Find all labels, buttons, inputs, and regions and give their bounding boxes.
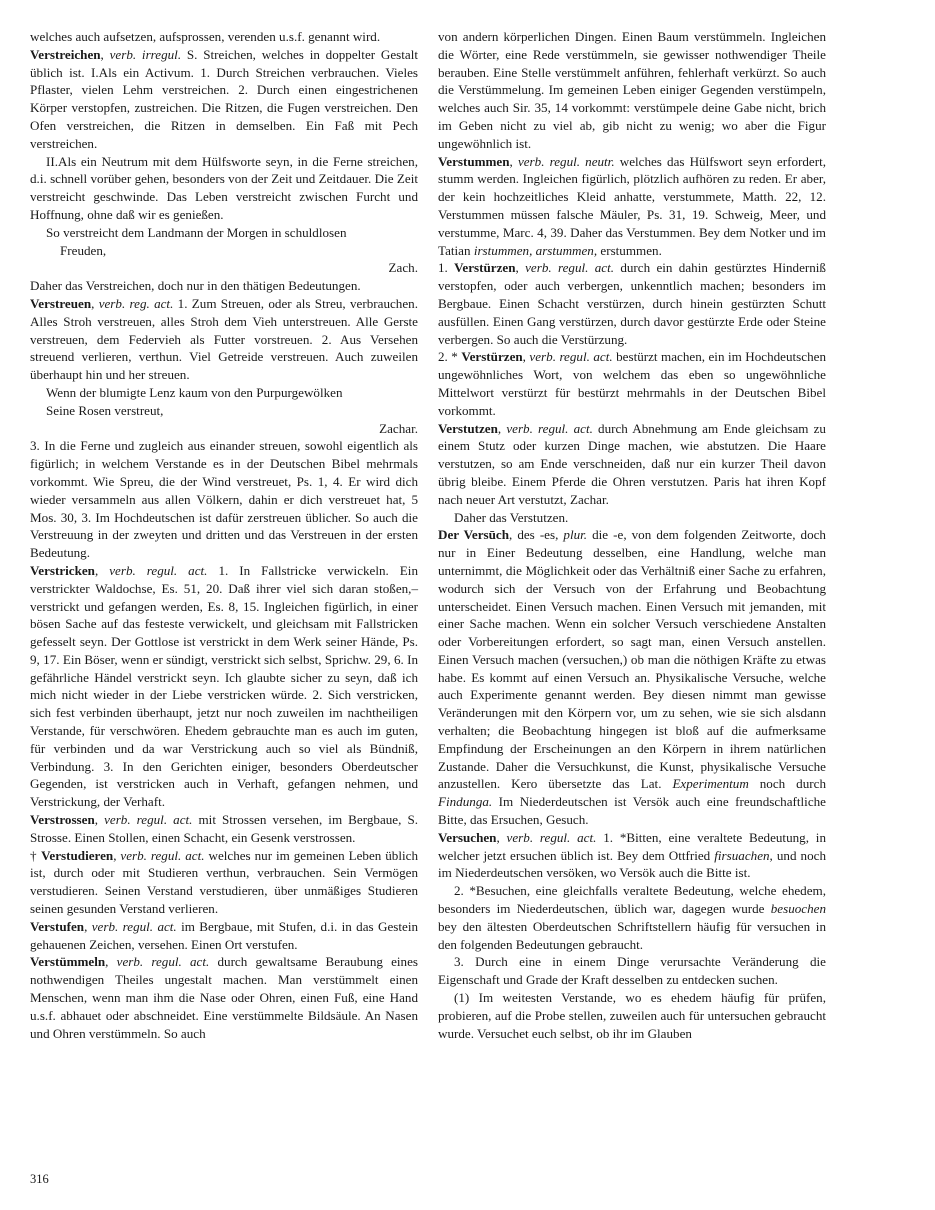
entry-text: 2. *Besuchen, eine gleichfalls veraltete Bedeutung, welche ehedem, besonders im Niederdeutschen, üblich war, dagegen wurde — [438, 883, 826, 917]
italic-form: firsuachen, — [714, 847, 773, 863]
left-column — [30, 28, 418, 1042]
entry-text: Wenn der blumigte Lenz kaum von den Purpurgewölken — [46, 384, 343, 400]
part-of-speech: verb. regul. act. — [120, 847, 205, 863]
entry-mark: 1. — [438, 260, 455, 276]
entry-paragraph — [30, 28, 418, 46]
entry-text: noch durch — [748, 776, 826, 792]
dictionary-entry: Verstrossen, verb. regul. act. mit Strossen versehen, im Bergbaue, S. Strosse. Einen Stollen, einen Schacht, ein Gesenk verstrossen. — [30, 812, 418, 845]
dictionary-entry: Verstummen, verb. regul. neutr. welches das Hülfswort seyn erfordert, stumm werden. Ingleichen figürlich, plötzlich aufhören zu reden. Er aber, der kein hochzeitliches Kleid anhatte, verstummete, Matth. 22, 12. Verstummen müssen falsche Mäuler, Ps. 31, 19. Schweig, Meer, und verstumme, Marc. 4, 39. Daher das Verstummen. Bey dem Notker und im Tatian irstummen, arstummen, erstummen. — [438, 153, 827, 258]
headword: Verstufen — [30, 918, 85, 934]
italic-form: Experimentum — [672, 776, 749, 792]
entry-text: von andern körperlichen Dingen. Einen Baum verstümmeln. Ingleichen die Wörter, eine Rede verstümmeln, sie gewisser nothwendiger Theile berauben. Eine Stelle verstümmelt anführen, fehlerhaft verkürzt. So auch die Verstümmelung. Im gemeinen Leben einiger Gegenden verstümpeln, welches auch Sir. 35, 14 vorkommt: verstümpele deine Gabe nicht, brich im Geben nicht zu viel ab, gib nicht zu wenig; wo aber die Figur ungewöhnlich ist. — [438, 29, 826, 151]
dictionary-entry: Verstutzen, verb. regul. act. durch Abnehmung am Ende gleichsam zu einem Stutz oder kurzen Dinge machen, wie abstutzen. Die Haare verstutzen, so am Ende verschneiden, daß nur ein kurzer Theil davon übrig bleibe. Einem Pferde die Ohren verstutzen. Paris hat ihren Kopf nach neuer Art verstutzt, Zachar. — [438, 420, 826, 507]
entry-paragraph — [60, 242, 418, 260]
dictionary-entry: Verstreuen, verb. reg. act. 1. Zum Streuen, oder als Streu, verbrauchen. Alles Stroh verstreuen, alles Stroh dem Vieh unterstreuen. Alle Gerste verstreuen, dem Federvieh als Futter vorstreuen. 2. Aus Versehen streuend verlieren, verthun. Viel Getreide verstreuen. Auch zuweilen überhaupt hin und her streuen. — [30, 295, 418, 383]
part-of-speech: verb. regul. act. — [525, 260, 614, 276]
dictionary-entry: Verstreichen, verb. irregul. S. Streichen, welches in doppelter Gestalt üblich ist. I.Als ein Activum. 1. Durch Streichen verbrauchen. Vieles Pflaster, vielen Lehm verstreichen. 2. Durch einen eingestrichenen Körper verstopfen, zustreichen. Die Ritzen, die Fugen verstreichen. Den Ofen verstreichen, die Ritzen in demselben. Ein Faß mit Pech verstreichen. — [30, 46, 418, 151]
entry-text: So verstreicht dem Landmann der Morgen in schuldlosen — [46, 224, 347, 240]
entry-text: Zach. — [388, 260, 418, 276]
entry-paragraph — [30, 437, 418, 562]
dictionary-entry: 1. Verstürzen, verb. regul. act. durch ein dahin gestürztes Hinderniß verstopfen, oder auch verbergen, unkenntlich machen; besonders im Bergbaue. Einen Schacht verstürzen, durch hinein gestürzten Schutt ausfüllen. Einen Gang verstürzen, durch davor gestürzte Erde oder Steine verbergen. So auch die Verstürzung. — [438, 260, 826, 347]
headword: Versuchen — [438, 829, 497, 845]
entry-text: Daher das Verstutzen. — [454, 509, 569, 525]
headword: Verstrossen — [30, 812, 95, 828]
headword: Verstürzen — [461, 349, 523, 365]
entry-text: Im Niederdeutschen ist Versök auch eine freundschaftliche Bitte, das Ersuchen, Gesuch. — [438, 794, 826, 828]
entry-text: Daher das Verstreichen, doch nur in den thätigen Bedeutungen. — [30, 278, 361, 294]
italic-form: besuochen — [770, 901, 826, 917]
entry-text: durch gewaltsame Beraubung eines nothwendigen Theiles ungestalt machen. Man verstümmelt einen Menschen, wenn man ihm die Nase oder Ohren, einen Fuß, eine Hand u.s.f. abhauet oder abschneidet. Eine verstümmelte Bildsäule. An Nasen und Ohren verstümmeln. So auch — [30, 954, 419, 1041]
headword: Verstummen — [438, 153, 510, 169]
entry-text: bestürzt machen, ein im Hochdeutschen ungewöhnliches Wort, von welchem das eben so ungewöhnliche Mittelwort verstürzt für bestürzt mehrmahls in der Deutschen Bibel vorkommt. — [438, 349, 826, 418]
part-of-speech: plur. — [563, 527, 588, 543]
entry-text: Freuden, — [60, 242, 107, 258]
part-of-speech: verb. regul. act. — [104, 812, 193, 828]
part-of-speech: verb. regul. act. — [506, 420, 593, 436]
part-of-speech: verb. regul. act. — [529, 349, 613, 365]
entry-text: die -e, von dem folgenden Zeitworte, doch nur in Einer Bedeutung desselben, eine Handlung, welche man unternimmt, die Möglichkeit oder das Verhältniß einer Sache zu erfahren, wodurch sich der Versuch von der Erfahrung und Beobachtung unterscheidet. Einen Versuch machen. Einen Versuch mit jemanden, mit einer Sache machen. Wenn ein solcher Versuch verschiedene Anstalten oder Vorbereitungen erfordert, so sagt man, einen Versuch anstellen. Einen Versuch machen (versuchen,) ob man die nöthigen Kräfte zu etwas habe. Es kommt auf einen Versuch an. Physikalische Versuche, welche auch Experimente genannt werden. Bey diesen nimmt man gewisse Veränderungen mit den Körpern vor, um zu sehen, wie sie sich alsdann verhalten; die Beobachtung hingegen ist bloß auf die aufmerksame Empfindung der Erscheinungen an den Körpern in ihrem natürlichen Zustande. Daher die Versuchkunst, die Kunst, physikalische Versuche anzustellen. Kero übersetzte das Lat. — [438, 527, 826, 792]
headword: Verstreichen — [30, 46, 101, 62]
part-of-speech: verb. irregul. — [109, 46, 182, 62]
entry-text: Zachar. — [379, 420, 418, 436]
entry-text: welches nur im gemeinen Leben üblich ist, durch oder mit Studieren verthun, verbrauchen. Sein Vermögen verstudieren. Seinen Verstand verstudieren, über unmäßiges Studieren seinen gesunden Verstand verlieren. — [30, 847, 418, 917]
entry-text: durch Abnehmung am Ende gleichsam zu einem Stutz oder kurzen Dinge machen, wie abstutzen. Die Haare verstutzen, so am Ende verschneiden, daß nur ein kurzer Theil davon übrig bleibe. Einem Pferde die Ohren verstutzen. Paris hat ihren Kopf nach neuer Art verstutzt, Zachar. — [438, 420, 826, 507]
entry-text: II.Als ein Neutrum mit dem Hülfsworte seyn, in die Ferne streichen, d.i. schnell vorüber gehen, besonders von der Zeit und Zeitdauer. Die Zeit verstreicht geschwinde. Das Leben verstreicht zwischen Furcht und Hoffnung, ohne daß wir es genießen. — [30, 153, 418, 222]
entry-mark: † — [30, 847, 42, 863]
entry-text: 3. In die Ferne und zugleich aus einander streuen, sowohl eigentlich als figürlich; in welchem Verstande es in der Deutschen Bibel mehrmals vorkommt. Wie Spreu, die der Wind verstreuet, Ps. 1, 4. Er wird dich wieder versammeln aus allen Völkern, dahin er dich verstreuet hat, 5 Mos. 30, 3. Im Hochdeutschen ist dafür zerstreuen üblicher. So auch die Verstreuung in der zweyten und dritten und das Verstreuen in der ersten Bedeutung. — [30, 438, 418, 561]
entry-paragraph — [46, 384, 418, 402]
entry-paragraph — [46, 402, 418, 420]
entry-text: 1. *Bitten, eine veraltete Bedeutung, in welcher jetzt ersuchen üblich ist. Bey dem Ottfried — [438, 829, 826, 863]
entry-text: im Bergbaue, mit Stufen, d.i. in das Gestein gehauenen Zeichen, versehen. Einen Ort verstufen. — [30, 918, 418, 952]
entry-paragraph — [438, 509, 826, 527]
italic-form: Findunga. — [438, 794, 493, 810]
entry-text: durch ein dahin gestürztes Hinderniß verstopfen, oder auch verbergen, unkenntlich machen; besonders im Bergbaue. Einen Schacht verstürzen, durch hinein gestürzten Schutt ausfüllen. Einen Gang verstürzen, durch davor gestürzte Erde oder Steine verbergen. So auch die Verstürzung. — [438, 260, 826, 347]
dictionary-entry: † Verstudieren, verb. regul. act. welches nur im gemeinen Leben üblich ist, durch oder mit Studieren verthun, verbrauchen. Sein Vermögen verstudieren. Seinen Verstand verstudieren, über unmäßiges Studieren seinen gesunden Verstand verlieren. — [30, 847, 418, 917]
entry-text: 1. Zum Streuen, oder als Streu, verbrauchen. Alles Stroh verstreuen, alles Stroh dem Vieh unterstreuen. Alle Gerste verstreuen, dem Federvieh als Futter vorstreuen. 2. Aus Versehen streuend verlieren, verthun. Viel Getreide verstreuen. Auch zuweilen überhaupt hin und her streuen. — [30, 295, 418, 383]
entry-paragraph — [438, 28, 826, 153]
entry-text: und noch im Niederdeutschen versöken, wo Versök auch die Bitte ist. — [438, 847, 827, 881]
entry-paragraph — [46, 224, 418, 242]
part-of-speech: verb. regul. act. — [116, 954, 210, 970]
headword: Verstreuen — [30, 295, 92, 311]
headword: Verstürzen — [454, 260, 516, 276]
headword: Verstutzen — [438, 420, 498, 436]
entry-text: 1. In Fallstricke verwickeln. Ein verstrickter Waldochse, Es. 51, 20. Daß ihrer viel sich daran stoßen,– verstrickt und gefangen werden, Es. 8, 15. Ingleichen figürlich, in einer bösen Sache auf das festeste verwickelt, und gleichsam mit Fallstricken gefesselt seyn. Der Gottlose ist verstrickt in dem Werk seiner Hände, Ps. 9, 17. Ein Böser, wenn er sündigt, verstrickt sich selbst, Sprichw. 29, 6. In gefährliche Händel verstrickt seyn. Ich glaubte sicher zu seyn, daß ich mich nicht wieder in der Liebe verstricken würde. 2. Sich verstricken, sich fest verbinden überhaupt, jetzt nur noch zuweilen im nachtheiligen Verstande, für verschwören. Ehedem gebrauchte man es auch im guten, für verbinden und da war Verstrickung auch so viel als Bündniß, Verbindung. 3. In den Gerichten einiger, besonders Oberdeutscher Gegenden, ist verstricken auch in Verhaft, gefangen nehmen, und Verstrickung, der Verhaft. — [30, 562, 418, 810]
part-of-speech: verb. regul. act. — [109, 562, 208, 578]
entry-text: bey den ältesten Oberdeutschen Schriftstellern häufig für versuchen in den folgenden Bedeutungen gebraucht. — [438, 918, 826, 952]
headword: Verstudieren — [41, 847, 114, 863]
entry-paragraph — [30, 153, 418, 224]
entry-text: welches das Hülfswort seyn erfordert, stumm werden. Ingleichen figürlich, plötzlich aufhören zu reden. Er aber, der kein hochzeitliches Kleid anhatte, verstummete, Matth. 22, 12. Verstummen müssen falsche Mäuler, Ps. 31, 19. Schweig, Meer, und verstumme, Marc. 4, 39. Daher das Verstummen. Bey dem Notker und im Tatian — [438, 153, 827, 258]
entry-paragraph — [438, 989, 826, 1042]
entry-text: (1) Im weitesten Verstande, wo es ehedem häufig für prüfen, probieren, auf die Probe stellen, zuweilen auch für untersuchen gebraucht wurde. Versuchet euch selbst, ob ihr im Glauben — [438, 990, 826, 1041]
part-of-speech: verb. reg. act. — [98, 295, 174, 311]
part-of-speech: verb. regul. neutr. — [517, 153, 615, 169]
right-column — [438, 28, 826, 1042]
dictionary-entry: Verstümmeln, verb. regul. act. durch gewaltsame Beraubung eines nothwendigen Theiles ungestalt machen. Man verstümmelt einen Menschen, wenn man ihm die Nase oder Ohren, einen Fuß, eine Hand u.s.f. abhauet oder abschneidet. Eine verstümmelte Bildsäule. An Nasen und Ohren verstümmeln. So auch — [30, 954, 419, 1041]
headword: Der Versūch — [438, 527, 509, 543]
inflection: , des -es, — [509, 527, 564, 543]
dictionary-entry: Verstricken, verb. regul. act. 1. In Fallstricke verwickeln. Ein verstrickter Waldochse, Es. 51, 20. Daß ihrer viel sich daran stoßen,– verstrickt und gefangen werden, Es. 8, 15. Ingleichen figürlich, in einer bösen Sache auf das festeste verwickelt, und gleichsam mit Fallstricken gefesselt seyn. Der Gottlose ist verstrickt in dem Werk seiner Hände, Ps. 9, 17. Ein Böser, wenn er sündigt, verstrickt sich selbst, Sprichw. 29, 6. In gefährliche Händel verstrickt seyn. Ich glaubte sicher zu seyn, daß ich mich nicht wieder in der Liebe verstricken würde. 2. Sich verstricken, sich fest verbinden überhaupt, jetzt nur noch zuweilen im nachtheiligen Verstande, für verschwören. Ehedem gebrauchte man es auch im guten, für verbinden und da war Verstrickung auch so viel als Bündniß, Verbindung. 3. In den Gerichten einiger, besonders Oberdeutscher Gegenden, ist verstricken auch in Verhaft, gefangen nehmen, und Verstrickung, der Verhaft. — [30, 562, 418, 810]
headword: Verstricken — [30, 562, 95, 578]
entry-text: erstummen. — [597, 242, 662, 258]
dictionary-entry: 2. * Verstürzen, verb. regul. act. bestürzt machen, ein im Hochdeutschen ungewöhnliches Wort, von welchem das eben so ungewöhnliche Mittelwort verstürzt für bestürzt mehrmahls in der Deutschen Bibel vorkommt. — [438, 349, 826, 418]
entry-paragraph — [30, 259, 418, 277]
entry-text: S. Streichen, welches in doppelter Gestalt üblich ist. I.Als ein Activum. 1. Durch Streichen verbrauchen. Vieles Pflaster, vielen Lehm verstreichen. 2. Durch einen eingestrichenen Körper verstopfen, zustreichen. Die Ritzen, die Fugen verstreichen. Den Ofen verstreichen, die Ritzen in demselben. Ein Faß mit Pech verstreichen. — [30, 46, 418, 151]
headword: Verstümmeln — [30, 954, 106, 970]
part-of-speech: verb. regul. act. — [506, 829, 597, 845]
entry-mark: 2. * — [438, 349, 462, 365]
entry-text: mit Strossen versehen, im Bergbaue, S. Strosse. Einen Stollen, einen Schacht, ein Gesenk verstrossen. — [30, 812, 418, 845]
entry-text: Seine Rosen verstreut, — [46, 402, 164, 418]
page-number: 316 — [30, 1172, 49, 1186]
entry-paragraph — [438, 882, 826, 953]
entry-text: 3. Durch eine in einem Dinge verursachte Veränderung die Eigenschaft und Grade der Kraft desselben zu entdecken suchen. — [438, 954, 826, 988]
dictionary-entry: Verstufen, verb. regul. act. im Bergbaue, mit Stufen, d.i. in das Gestein gehauenen Zeichen, versehen. Einen Ort verstufen. — [30, 918, 418, 952]
dictionary-entry — [438, 526, 826, 829]
entry-paragraph — [30, 420, 418, 438]
entry-paragraph — [438, 953, 826, 989]
part-of-speech: verb. regul. act. — [91, 918, 177, 934]
entry-paragraph — [30, 277, 418, 295]
italic-form: irstummen, arstummen, — [473, 242, 598, 258]
entry-text: welches auch aufsetzen, aufsprossen, verenden u.s.f. genannt wird. — [30, 29, 381, 44]
dictionary-entry: Versuchen, verb. regul. act. 1. *Bitten, eine veraltete Bedeutung, in welcher jetzt ersuchen üblich ist. Bey dem Ottfried firsuachen, und noch im Niederdeutschen versöken, wo Versök auch die Bitte ist. — [438, 829, 827, 881]
